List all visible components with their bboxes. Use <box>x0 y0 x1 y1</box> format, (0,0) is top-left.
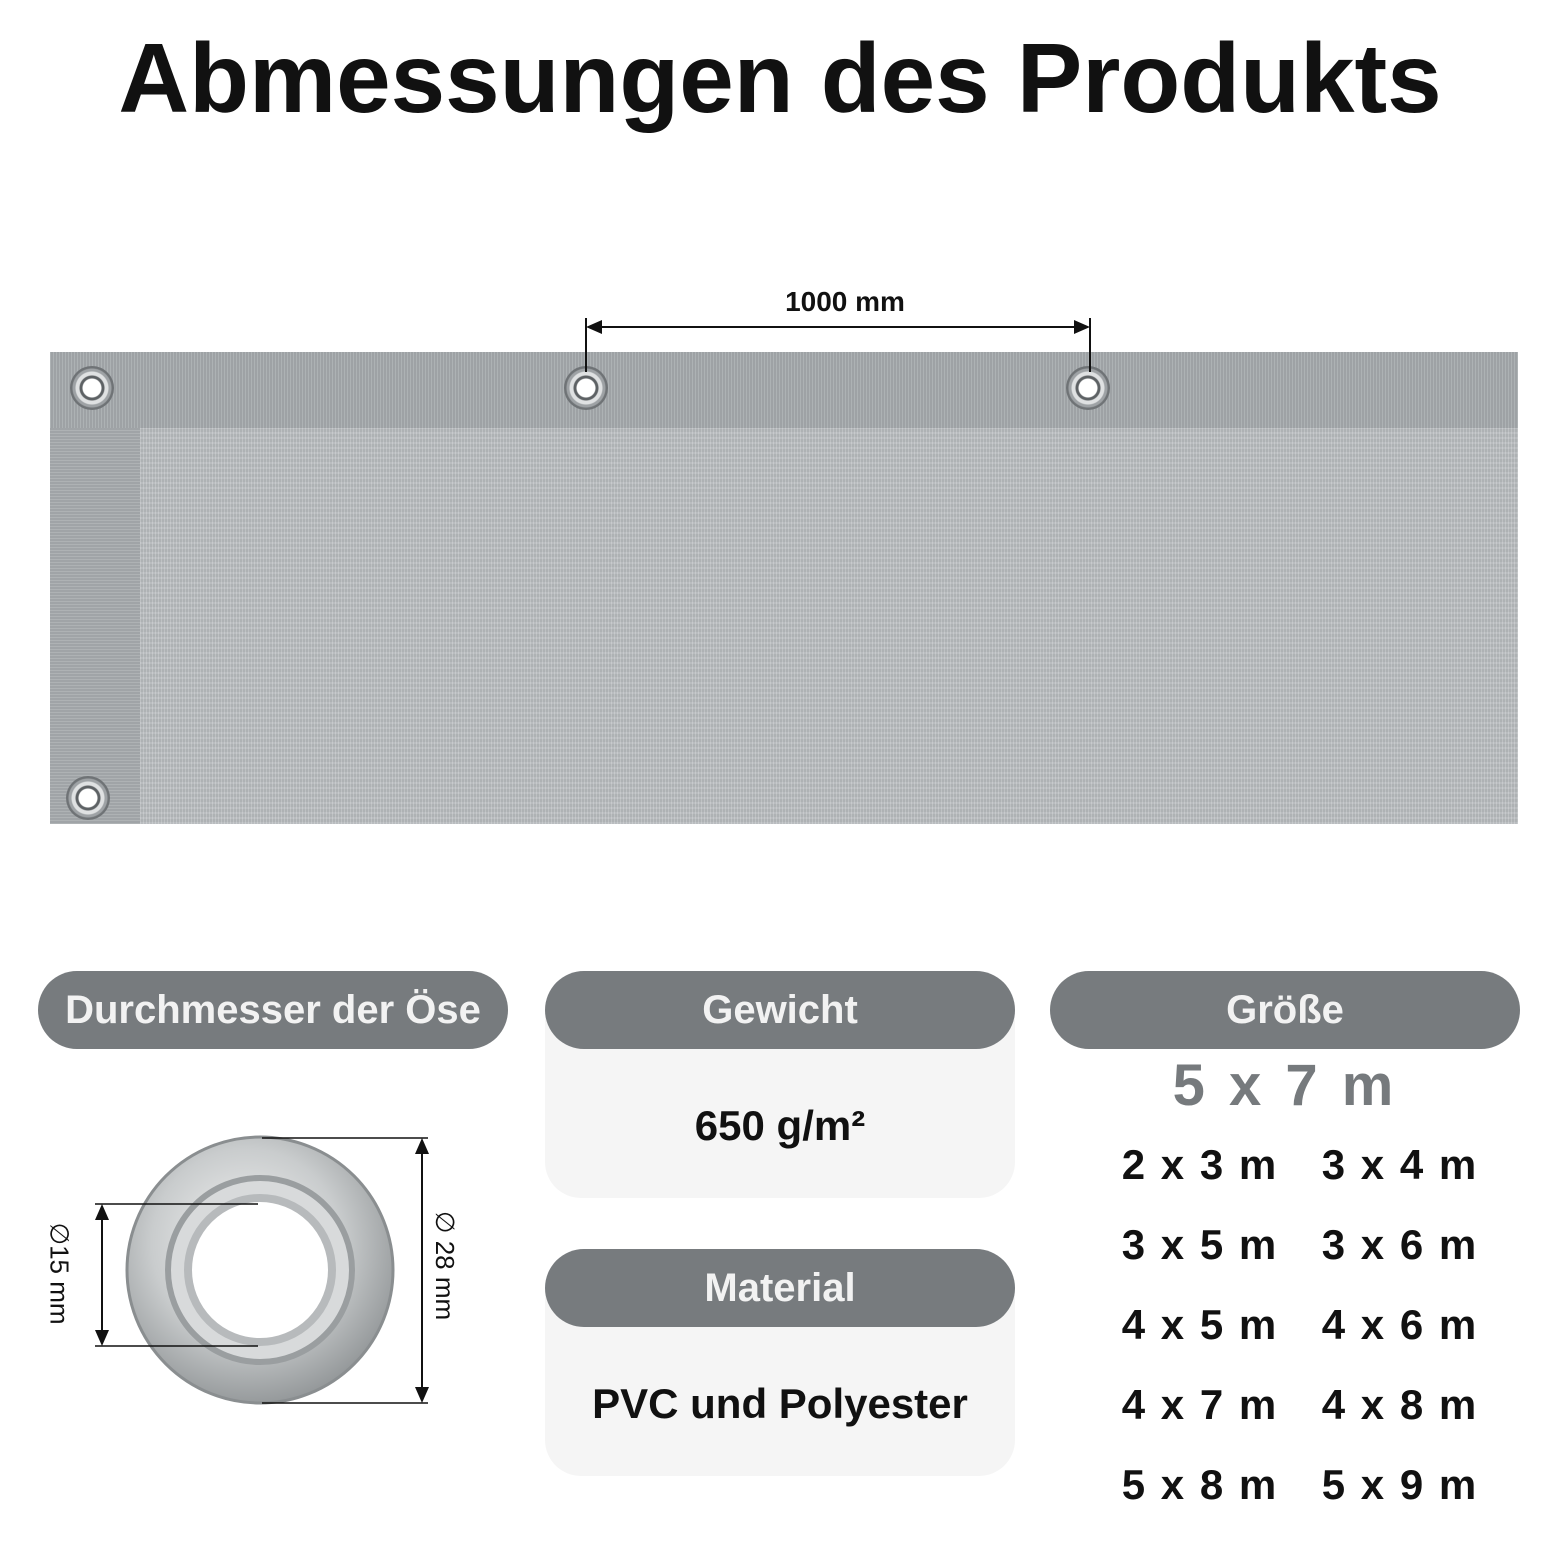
size-header: Größe <box>1050 971 1520 1049</box>
spacing-label: 1000 mm <box>785 286 905 317</box>
page-title: Abmessungen des Produkts <box>118 23 1442 133</box>
size-option: 5 x 9 m <box>1321 1461 1479 1508</box>
fabric-banner-image <box>50 352 1518 824</box>
featured-size: 5 x 7 m <box>1172 1053 1398 1118</box>
banner-hem-left <box>50 428 140 824</box>
material-value: PVC und Polyester <box>592 1380 968 1427</box>
size-option: 5 x 8 m <box>1121 1461 1279 1508</box>
size-option: 4 x 7 m <box>1121 1381 1279 1428</box>
weight-header: Gewicht <box>545 971 1015 1049</box>
size-options-grid <box>1100 1140 1500 1510</box>
size-option: 3 x 4 m <box>1321 1141 1479 1188</box>
material-header: Material <box>545 1249 1015 1327</box>
size-option: 4 x 5 m <box>1121 1301 1279 1348</box>
dimension-guides <box>0 0 1560 420</box>
weight-value: 650 g/m² <box>694 1102 866 1149</box>
size-option: 4 x 6 m <box>1321 1301 1479 1348</box>
inner-diameter-label: ∅15 mm <box>44 1222 75 1325</box>
size-option: 4 x 8 m <box>1321 1381 1479 1428</box>
size-option: 3 x 6 m <box>1321 1221 1479 1268</box>
eyelet-icon <box>66 776 110 820</box>
size-option: 3 x 5 m <box>1121 1221 1279 1268</box>
eyelet-diameter-header: Durchmesser der Öse <box>38 971 508 1049</box>
size-option: 2 x 3 m <box>1121 1141 1279 1188</box>
outer-diameter-label: ∅ 28 mm <box>430 1210 461 1321</box>
